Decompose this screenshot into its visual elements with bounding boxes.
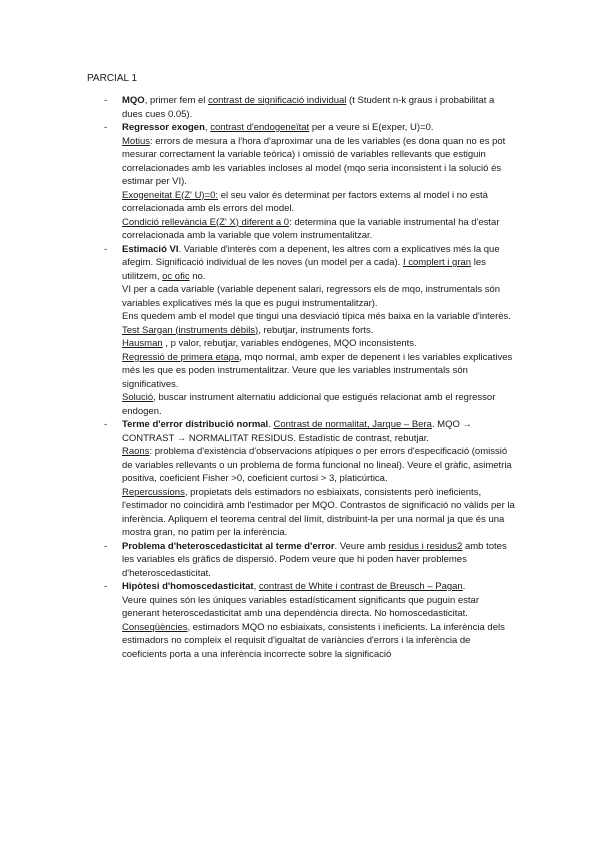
paragraph bbox=[122, 243, 516, 284]
paragraph: VI per a cada variable (variable depenent salari, regressors els de mqo, instrumentals són variables explicatives més la que es pugui instrumentalitzar). bbox=[122, 284, 501, 309]
text: , propietats dels estimadors no esbiaixats, consistents però ineficients, l'estimador no coincidirà amb l'estimador per MQO. Contrastos de significació no vàlids per la inferència. Apliquem el teorema central del límit, distribuint-la per una normal ja que és una mostra gran, no patim per la inferència. bbox=[122, 486, 515, 538]
text: : problema d'existència d'observacions atípiques o per errors d'especificació (omissió de variables rellevants o un problema de forma funcional no lineal). Veure el gràfic, asimetria positiva, coeficient Fisher >0, coeficient curtosi > 3, platicúrtica. bbox=[122, 446, 512, 484]
paragraph bbox=[122, 94, 516, 121]
paragraph bbox=[122, 135, 516, 189]
bullet-dash: - bbox=[104, 95, 108, 106]
paragraph bbox=[122, 351, 516, 392]
underlined-repercussions: Repercussions bbox=[122, 486, 185, 498]
link-residus[interactable]: residus i residus2 bbox=[388, 540, 463, 552]
paragraph bbox=[122, 189, 516, 216]
paragraph bbox=[122, 621, 516, 662]
underlined-hausman: Hausman bbox=[122, 338, 163, 349]
term-heteroscedasticitat: Problema d'heteroscedasticitat al terme d'error bbox=[122, 540, 335, 552]
text: per a veure si E(exper, U)=0. bbox=[309, 122, 434, 133]
bullet-dash: - bbox=[104, 581, 108, 592]
text: : errors de mesura a l'hora d'aproximar una de les variables (es dona quan no es pot mesurar correctament la variable teòrica) i omissió de variables rellevants que estiguin correlacionades amb les variables incloses al model (mqo seria inconsistent i la solució és estimar per VI). bbox=[122, 135, 506, 187]
paragraph bbox=[122, 445, 516, 486]
text: : determina que la variable instrumental ha d'estar correlacionada amb la variable que volem instrumentalitzar. bbox=[122, 216, 500, 241]
underlined-test-sargan: Test Sargan (instruments dèbils) bbox=[122, 324, 259, 336]
paragraph bbox=[122, 580, 516, 594]
bullet-dash: - bbox=[104, 122, 108, 133]
term-mqo: MQO bbox=[122, 95, 145, 106]
text: , primer fem el bbox=[144, 95, 209, 106]
link-contrast-white-breusch-pagan[interactable]: contrast de White i contrast de Breusch – Pagan bbox=[258, 581, 463, 592]
text: no. bbox=[189, 270, 206, 282]
underlined-motius: Motius bbox=[122, 135, 150, 147]
paragraph bbox=[122, 540, 516, 581]
text: el seu valor és determinat per factors externs al model i no està correlacionada amb els errors del model. bbox=[122, 189, 488, 214]
text: , rebutjar, instruments forts. bbox=[258, 324, 374, 336]
text: , estimadors MQO no esbiaixats, consistents i ineficients. La inferència dels estimadors no compleix el requisit d'igualtat de variàncies d'errors i la inferència de coeficients porta a una inferència incorrecte sobre la significació bbox=[122, 621, 505, 660]
paragraph bbox=[122, 121, 516, 135]
paragraph: Ens quedem amb el model que tingui una desviació típica més baixa en la variable d'interès. bbox=[122, 311, 511, 322]
term-estimacio-vi: Estimació VI bbox=[122, 243, 179, 255]
paragraph bbox=[122, 418, 516, 445]
paragraph bbox=[122, 486, 516, 540]
notes-list bbox=[104, 94, 516, 661]
paragraph bbox=[122, 324, 516, 338]
link-contrast-individual[interactable]: contrast de significació individual bbox=[208, 95, 347, 106]
text: , mqo normal, amb exper de depenent i les variables explicatives més les que es poden instrumentalitzar. Veure que les variables instrumentals són significatives. bbox=[122, 351, 513, 390]
underlined-regressio-primera-etapa: Regressió de primera etapa bbox=[122, 351, 240, 363]
bullet-dash: - bbox=[104, 419, 108, 430]
text: , bbox=[204, 122, 211, 133]
underlined-consequencies: Conseqüències bbox=[122, 621, 188, 633]
text: , bbox=[253, 581, 259, 592]
underlined-condicio-rellevancia: Condició rellevància E(Z' X) diferent a 0 bbox=[122, 216, 290, 228]
term-regressor-exogen: Regressor exogen bbox=[122, 122, 205, 133]
list-item-estimacio-vi bbox=[104, 243, 516, 419]
text: . Veure amb bbox=[334, 540, 389, 552]
list-item-homoscedasticitat bbox=[104, 580, 516, 661]
text: (t Student n-k graus i probabilitat a dues cues 0.05). bbox=[122, 95, 495, 120]
bullet-dash: - bbox=[104, 540, 108, 552]
underlined-raons: Raons bbox=[122, 446, 150, 457]
list-item-mqo bbox=[104, 94, 516, 121]
underlined-exogeneitat: Exogeneitat E(Z' U)=0: bbox=[122, 189, 219, 201]
page-title: PARCIAL 1 bbox=[87, 73, 138, 84]
paragraph bbox=[122, 216, 516, 243]
text: . bbox=[268, 419, 274, 430]
term-error-normal: Terme d'error distribució normal bbox=[122, 419, 269, 430]
paragraph bbox=[122, 391, 516, 418]
list-item-heteroscedasticitat bbox=[104, 540, 516, 581]
text: . MQO → CONTRAST → NORMALITAT RESIDUS. Estadístic de contrast, rebutjar. bbox=[122, 419, 473, 444]
text: , buscar instrument alternatiu addicional que estigués relacionat amb el regressor endogen. bbox=[122, 392, 496, 417]
paragraph: Veure quines són les úniques variables estadísticament significants que puguin estar generant heteroscedasticitat amb una dependència directa. No homoscedasticitat. bbox=[122, 594, 479, 619]
term-homoscedasticitat: Hipòtesi d'homoscedasticitat bbox=[122, 581, 254, 592]
text: . bbox=[462, 581, 466, 592]
text: amb totes les variables els gràfics de dispersió. Podem veure que hi poden haver problemes d'heteroscedasticitat. bbox=[122, 540, 507, 579]
link-contrast-normalitat[interactable]: Contrast de normalitat, Jarque – Bera bbox=[273, 419, 432, 430]
text: les utilitzem, bbox=[122, 257, 486, 282]
text: . Variable d'interès com a depenent, les altres com a explicatives més la que afegim. Significació individual de les noves (un model per a cada). bbox=[122, 243, 500, 268]
link-contrast-endogeneitat[interactable]: contrast d'endogeneïtat bbox=[210, 122, 310, 133]
bullet-dash: - bbox=[104, 243, 108, 255]
underlined-oc-ofic: oc ofic bbox=[162, 270, 190, 282]
paragraph bbox=[122, 337, 516, 351]
list-item-terme-error-normal bbox=[104, 418, 516, 540]
underlined-solucio: Solució bbox=[122, 392, 154, 403]
list-item-regressor-exogen bbox=[104, 121, 516, 243]
text: , p valor, rebutjar, variables endògenes, MQO inconsistents. bbox=[162, 338, 417, 349]
underlined-complert: I complert i gran bbox=[402, 257, 472, 268]
